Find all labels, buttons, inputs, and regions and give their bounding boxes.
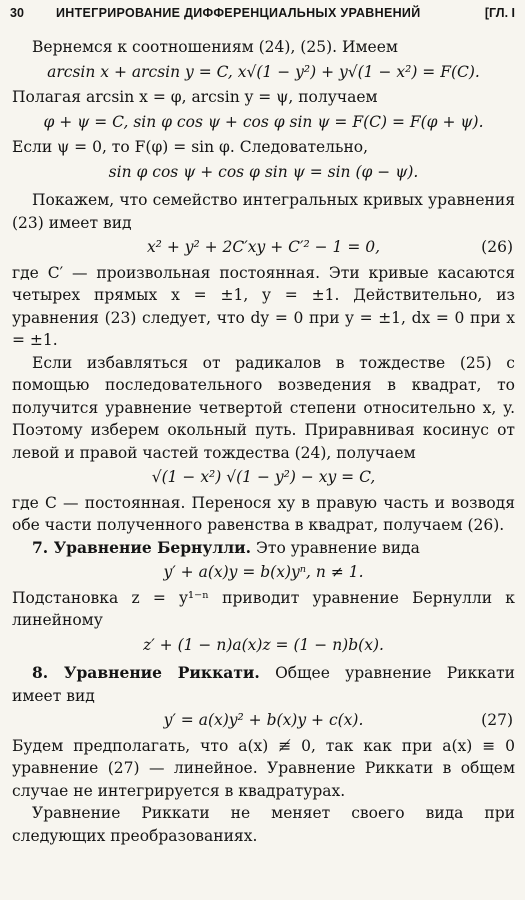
paragraph: Полагая arcsin x = φ, arcsin y = ψ, получаем <box>12 88 378 106</box>
paragraph: где C′ — произвольная постоянная. Эти кривые касаются четырех прямых x = ±1, y = ±1. Действительно, из уравнения (23) следует, что dy = 0 при y = ±1, dx = 0 при x = ±1. <box>12 263 515 349</box>
paragraph: Уравнение Риккати не меняет своего вида при следующих преобразованиях. <box>12 804 515 845</box>
paragraph: Вернемся к соотношениям (24), (25). Имеем <box>32 38 398 56</box>
equation: arcsin x + arcsin y = C, x√(1 − y²) + y√(1 − x²) = F(C). <box>47 62 480 81</box>
equation-number: (26) <box>481 238 513 256</box>
section-text: Общее уравнение Риккати имеет вид <box>12 664 515 705</box>
equation-number: (27) <box>481 711 513 729</box>
paragraph: Будем предполагать, что a(x) ≢ 0, так как при a(x) ≡ 0 уравнение (27) — линейное. Уравнение Риккати в общем случае не интегрируется в квадратурах. <box>12 736 515 800</box>
paragraph: Если ψ = 0, то F(φ) = sin φ. Следовательно, <box>12 138 369 156</box>
paragraph: где C — постоянная. Перенося xy в правую часть и возводя обе части полученного равенства в квадрат, получаем (26). <box>12 493 515 534</box>
page-body <box>12 36 515 847</box>
equation-26 <box>12 236 515 259</box>
running-header <box>10 6 515 28</box>
page-number: 30 <box>10 6 24 20</box>
equation: √(1 − x²) √(1 − y²) − xy = C, <box>151 468 376 486</box>
equation: φ + ψ = C, sin φ cos ψ + cos φ sin ψ = F(C) = F(φ + ψ). <box>43 112 484 131</box>
paragraph: Подстановка z = y¹⁻ⁿ приводит уравнение Бернулли к линейному <box>12 588 515 629</box>
section-title: 7. Уравнение Бернулли. <box>32 537 252 557</box>
section-8 <box>12 662 515 707</box>
equation-27-body: y′ = a(x)y² + b(x)y + c(x). <box>163 711 364 729</box>
equation: y′ + a(x)y = b(x)yⁿ, n ≠ 1. <box>163 563 364 581</box>
equation: z′ + (1 − n)a(x)z = (1 − n)b(x). <box>143 635 384 654</box>
section-text: Это уравнение вида <box>251 538 420 557</box>
equation: sin φ cos ψ + cos φ sin ψ = sin (φ − ψ). <box>108 162 419 181</box>
running-title: ИНТЕГРИРОВАНИЕ ДИФФЕРЕНЦИАЛЬНЫХ УРАВНЕНИЙ <box>56 6 421 20</box>
paragraph: Покажем, что семейство интегральных кривых уравнения (23) имеет вид <box>12 191 515 232</box>
paragraph: Если избавляться от радикалов в тождестве (25) с помощью последовательного возведения в квадрат, то получится уравнение четвертой степени относительно x, y. Поэтому изберем окольный путь. Приравнивая косинус от левой и правой частей тождества (24), получаем <box>12 353 515 462</box>
section-7 <box>12 537 515 560</box>
chapter-label: [ГЛ. I <box>484 6 515 20</box>
equation-26-body: x² + y² + 2C′xy + C′² − 1 = 0, <box>146 238 381 256</box>
section-title: 8. Уравнение Риккати. <box>32 663 260 682</box>
equation-27 <box>12 709 515 732</box>
